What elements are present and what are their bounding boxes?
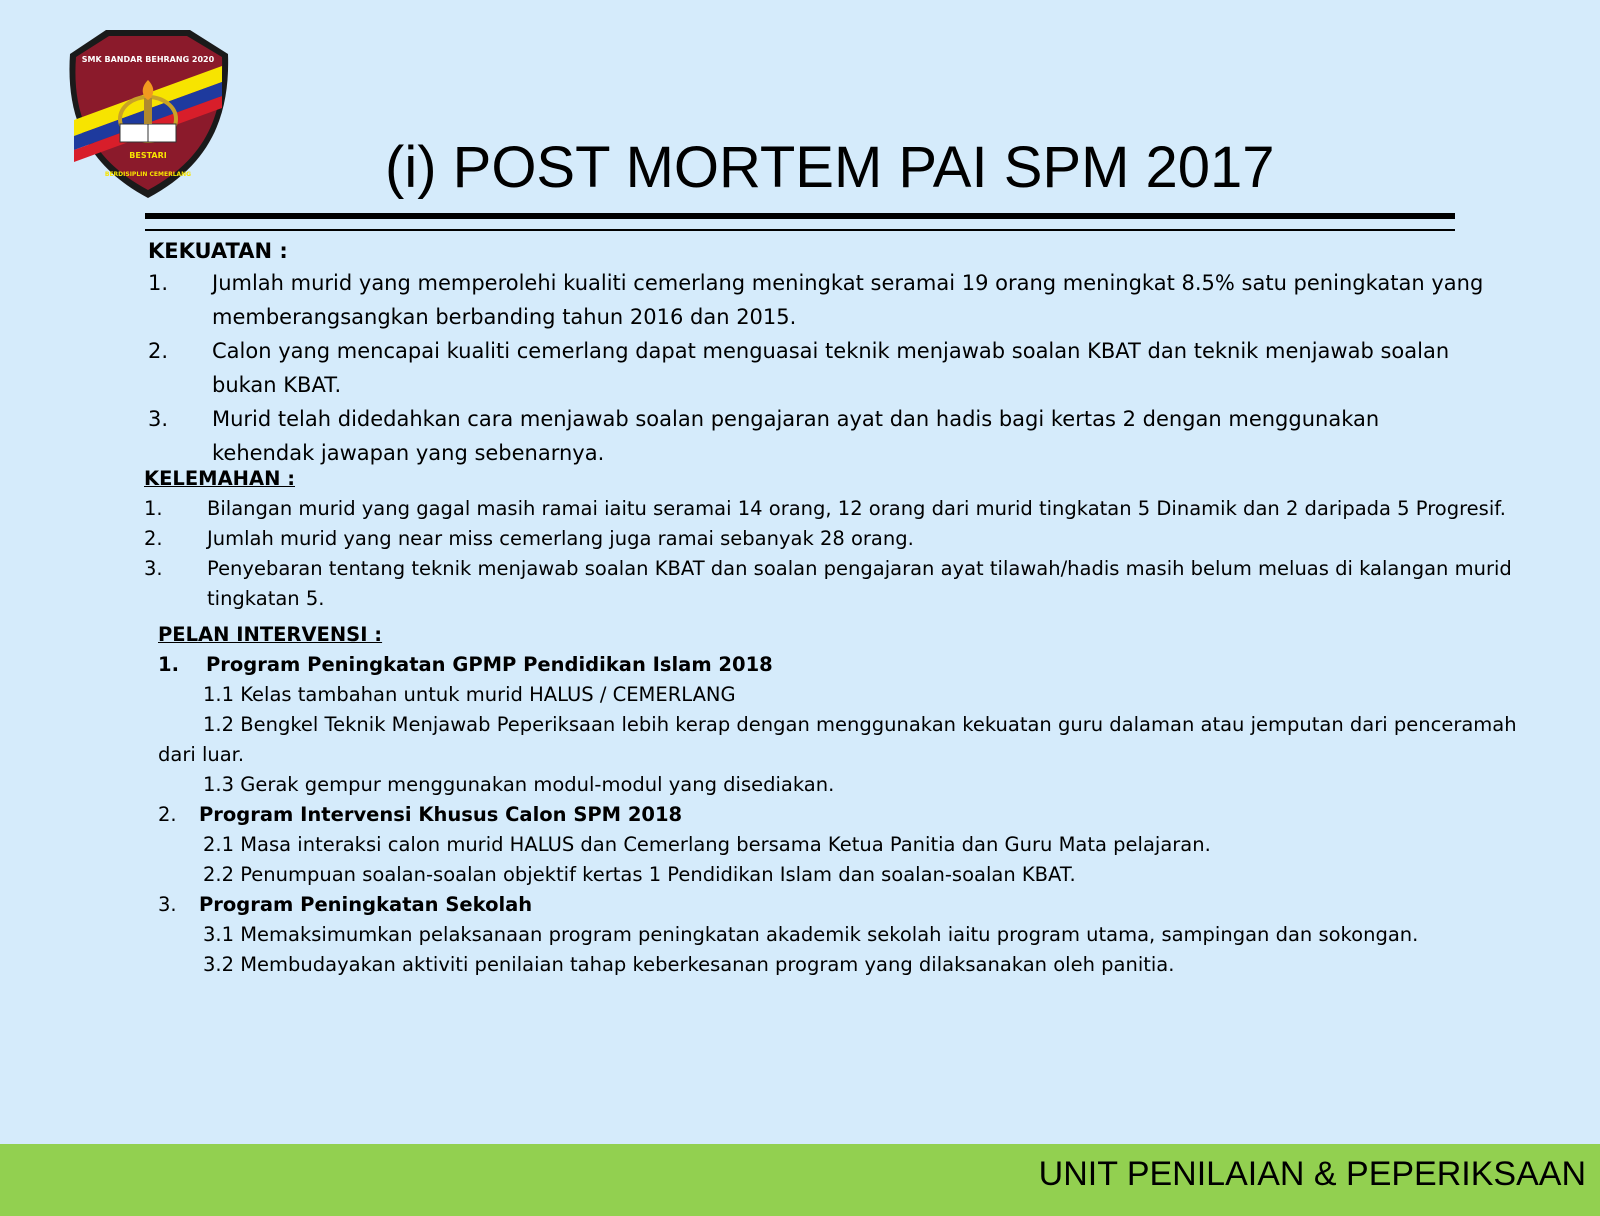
- program-subitem: 1.2 Bengkel Teknik Menjawab Peperiksaan lebih kerap dengan menggunakan kekuatan guru dalaman atau jemputan dari penceramah: [203, 713, 1517, 736]
- footer-text: UNIT PENILAIAN & PEPERIKSAAN: [1038, 1155, 1586, 1193]
- list-text: Penyebaran tentang teknik menjawab soalan KBAT dan soalan pengajaran ayat tilawah/hadis masih belum meluas di kalangan murid: [207, 557, 1512, 580]
- list-number: 3.: [144, 557, 163, 580]
- program-subitem: 3.2 Membudayakan aktiviti penilaian tahap keberkesanan program yang dilaksanakan oleh panitia.: [203, 953, 1175, 976]
- list-number: 1.: [144, 497, 163, 520]
- program-number: 2.: [158, 803, 177, 826]
- kelemahan-heading: KELEMAHAN :: [144, 467, 295, 490]
- title-rule-thin: [145, 229, 1455, 231]
- program-title: Program Peningkatan GPMP Pendidikan Islam 2018: [206, 653, 773, 676]
- list-number: 2.: [148, 339, 169, 363]
- list-text: Bilangan murid yang gagal masih ramai iaitu seramai 14 orang, 12 orang dari murid tingkatan 5 Dinamik dan 2 daripada 5 Progresif.: [207, 497, 1506, 520]
- list-text: memberangsangkan berbanding tahun 2016 dan 2015.: [212, 305, 797, 329]
- list-number: 1.: [148, 271, 169, 295]
- list-text: Jumlah murid yang memperolehi kualiti cemerlang meningkat seramai 19 orang meningkat 8.5% satu peningkatan yang: [212, 271, 1484, 295]
- kekuatan-heading: KEKUATAN :: [148, 239, 288, 263]
- program-subitem: 2.1 Masa interaksi calon murid HALUS dan Cemerlang bersama Ketua Panitia dan Guru Mata pelajaran.: [203, 833, 1211, 856]
- list-text: bukan KBAT.: [212, 373, 342, 397]
- program-subitem-continuation: dari luar.: [158, 743, 245, 766]
- slide-title: (i) POST MORTEM PAI SPM 2017: [385, 135, 1275, 200]
- list-text: Calon yang mencapai kualiti cemerlang dapat menguasai teknik menjawab soalan KBAT dan teknik menjawab soalan: [212, 339, 1450, 363]
- footer-bar: [0, 1144, 1600, 1216]
- list-text: kehendak jawapan yang sebenarnya.: [212, 441, 605, 465]
- list-number: 2.: [144, 527, 163, 550]
- school-crest-logo: [62, 24, 234, 202]
- logo-top-text: SMK BANDAR BEHRANG 2020: [81, 55, 215, 64]
- logo-middle-text: BESTARI: [129, 151, 167, 160]
- list-text: tingkatan 5.: [207, 587, 325, 610]
- program-title: Program Intervensi Khusus Calon SPM 2018: [199, 803, 683, 826]
- program-subitem: 1.1 Kelas tambahan untuk murid HALUS / CEMERLANG: [203, 683, 736, 706]
- list-text: Murid telah didedahkan cara menjawab soalan pengajaran ayat dan hadis bagi kertas 2 dengan menggunakan: [212, 407, 1380, 431]
- program-number: 3.: [158, 893, 177, 916]
- program-subitem: 3.1 Memaksimumkan pelaksanaan program peningkatan akademik sekolah iaitu program utama, sampingan dan sokongan.: [203, 923, 1419, 946]
- list-number: 3.: [148, 407, 169, 431]
- program-title: Program Peningkatan Sekolah: [199, 893, 533, 916]
- program-subitem: 2.2 Penumpuan soalan-soalan objektif kertas 1 Pendidikan Islam dan soalan-soalan KBAT.: [203, 863, 1076, 886]
- program-subitem: 1.3 Gerak gempur menggunakan modul-modul yang disediakan.: [203, 773, 835, 796]
- logo-bottom-text: BERDISIPLIN CEMERLANG: [104, 171, 192, 178]
- pelan-heading: PELAN INTERVENSI :: [158, 623, 383, 646]
- list-text: Jumlah murid yang near miss cemerlang juga ramai sebanyak 28 orang.: [207, 527, 914, 550]
- title-rule-thick: [145, 213, 1455, 219]
- program-number: 1.: [158, 653, 179, 676]
